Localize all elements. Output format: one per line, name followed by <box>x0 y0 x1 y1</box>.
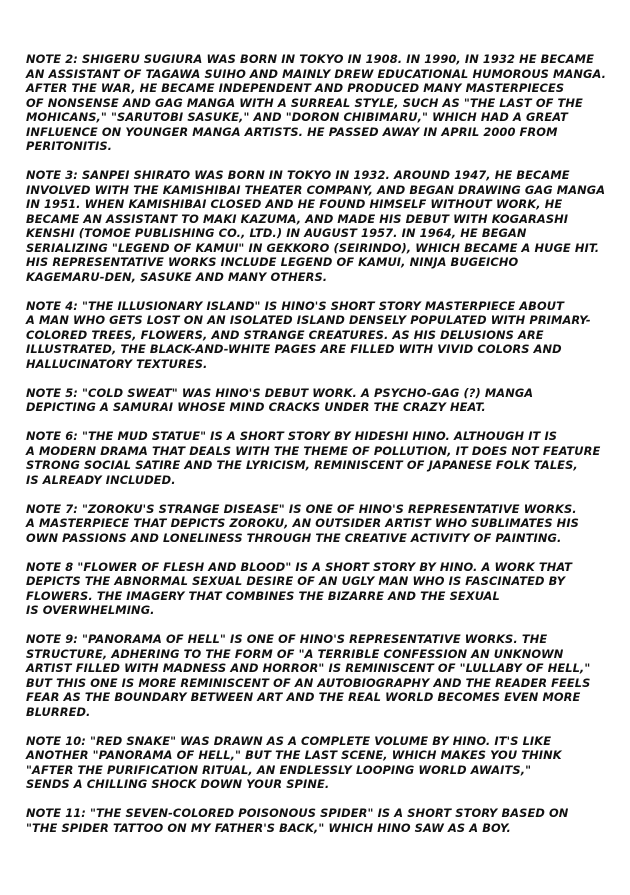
note-line: KENSHI (TOMOE PUBLISHING CO., LTD.) IN AUGUST 1957. IN 1964, HE BEGAN <box>26 226 527 240</box>
note-8 <box>26 560 612 618</box>
note-line: BUT THIS ONE IS MORE REMINISCENT OF AN AUTOBIOGRAPHY AND THE READER FEELS <box>26 675 591 690</box>
note-3 <box>26 168 612 284</box>
note-line: STRUCTURE, ADHERING TO THE FORM OF "A TERRIBLE CONFESSION AN UNKNOWN <box>26 646 564 661</box>
note-line: STRONG SOCIAL SATIRE AND THE LYRICISM, REMINISCENT OF JAPANESE FOLK TALES, <box>26 458 578 472</box>
note-line: IN 1951. WHEN KAMISHIBAI CLOSED AND HE FOUND HIMSELF WITHOUT WORK, HE <box>26 197 563 211</box>
note-11 <box>26 806 612 835</box>
note-6 <box>26 429 612 487</box>
note-line: OF NONSENSE AND GAG MANGA WITH A SURREAL STYLE, SUCH AS "THE LAST OF THE <box>26 95 583 110</box>
note-line: A MASTERPIECE THAT DEPICTS ZOROKU, AN OUTSIDER ARTIST WHO SUBLIMATES HIS <box>26 516 579 530</box>
note-line: A MAN WHO GETS LOST ON AN ISOLATED ISLAND DENSELY POPULATED WITH PRIMARY- <box>26 313 591 327</box>
note-line: INVOLVED WITH THE KAMISHIBAI THEATER COMPANY, AND BEGAN DRAWING GAG MANGA <box>26 182 606 197</box>
note-line: MOHICANS," "SARUTOBI SASUKE," AND "DORON CHIBIMARU," WHICH HAD A GREAT <box>26 110 568 124</box>
note-4 <box>26 299 612 372</box>
note-line: DEPICTING A SAMURAI WHOSE MIND CRACKS UNDER THE CRAZY HEAT. <box>26 400 486 414</box>
note-line: "THE SPIDER TATTOO ON MY FATHER'S BACK," WHICH HINO SAW AS A BOY. <box>26 820 511 835</box>
note-line: OWN PASSIONS AND LONELINESS THROUGH THE CREATIVE ACTIVITY OF PAINTING. <box>26 530 562 545</box>
note-line: NOTE 11: "THE SEVEN-COLORED POISONOUS SPIDER" IS A SHORT STORY BASED ON <box>26 806 569 820</box>
note-line: BECAME AN ASSISTANT TO MAKI KAZUMA, AND MADE HIS DEBUT WITH KOGARASHI <box>26 211 569 226</box>
note-line: HIS REPRESENTATIVE WORKS INCLUDE LEGEND OF KAMUI, NINJA BUGEICHO <box>26 255 519 269</box>
note-line: NOTE 9: "PANORAMA OF HELL" IS ONE OF HINO'S REPRESENTATIVE WORKS. THE <box>26 632 548 646</box>
note-line: ANOTHER "PANORAMA OF HELL," BUT THE LAST SCENE, WHICH MAKES YOU THINK <box>26 748 562 762</box>
note-line: FLOWERS. THE IMAGERY THAT COMBINES THE BIZARRE AND THE SEXUAL <box>26 588 500 603</box>
note-line: NOTE 2: SHIGERU SUGIURA WAS BORN IN TOKYO IN 1908. IN 1990, IN 1932 HE BECAME <box>26 52 594 66</box>
note-line: FEAR AS THE BOUNDARY BETWEEN ART AND THE REAL WORLD BECOMES EVEN MORE <box>26 690 581 704</box>
note-line: NOTE 3: SANPEI SHIRATO WAS BORN IN TOKYO IN 1932. AROUND 1947, HE BECAME <box>26 168 570 182</box>
note-5 <box>26 386 612 415</box>
note-line: NOTE 5: "COLD SWEAT" WAS HINO'S DEBUT WORK. A PSYCHO-GAG (?) MANGA <box>26 385 534 400</box>
note-line: BLURRED. <box>26 704 91 719</box>
note-line: IS OVERWHELMING. <box>26 603 155 617</box>
note-line: INFLUENCE ON YOUNGER MANGA ARTISTS. HE PASSED AWAY IN APRIL 2000 FROM <box>26 124 558 139</box>
note-line: NOTE 8 "FLOWER OF FLESH AND BLOOD" IS A SHORT STORY BY HINO. A WORK THAT <box>26 559 573 574</box>
note-line: NOTE 6: "THE MUD STATUE" IS A SHORT STORY BY HIDESHI HINO. ALTHOUGH IT IS <box>26 429 558 443</box>
note-line: DEPICTS THE ABNORMAL SEXUAL DESIRE OF AN UGLY MAN WHO IS FASCINATED BY <box>26 574 566 588</box>
note-line: PERITONITIS. <box>26 139 113 153</box>
note-line: SENDS A CHILLING SHOCK DOWN YOUR SPINE. <box>26 777 330 791</box>
note-line: ARTIST FILLED WITH MADNESS AND HORROR" IS REMINISCENT OF "LULLABY OF HELL," <box>26 661 591 675</box>
note-line: IS ALREADY INCLUDED. <box>26 472 176 487</box>
note-line: A MODERN DRAMA THAT DEALS WITH THE THEME OF POLLUTION, IT DOES NOT FEATURE <box>26 443 601 458</box>
note-line: COLORED TREES, FLOWERS, AND STRANGE CREATURES. AS HIS DELUSIONS ARE <box>26 327 544 342</box>
note-7 <box>26 502 612 546</box>
note-9 <box>26 632 612 719</box>
note-10 <box>26 734 612 792</box>
note-line: NOTE 4: "THE ILLUSIONARY ISLAND" IS HINO'S SHORT STORY MASTERPIECE ABOUT <box>26 298 564 313</box>
note-line: KAGEMARU-DEN, SASUKE AND MANY OTHERS. <box>26 269 328 284</box>
note-2 <box>26 52 612 154</box>
note-line: HALLUCINATORY TEXTURES. <box>26 356 208 371</box>
note-line: NOTE 7: "ZOROKU'S STRANGE DISEASE" IS ONE OF HINO'S REPRESENTATIVE WORKS. <box>26 501 577 516</box>
note-line: "AFTER THE PURIFICATION RITUAL, AN ENDLESSLY LOOPING WORLD AWAITS," <box>26 762 532 777</box>
notes-page <box>26 52 612 850</box>
note-line: ILLUSTRATED, THE BLACK-AND-WHITE PAGES ARE FILLED WITH VIVID COLORS AND <box>26 342 562 356</box>
note-line: NOTE 10: "RED SNAKE" WAS DRAWN AS A COMPLETE VOLUME BY HINO. IT'S LIKE <box>26 733 552 748</box>
note-line: AFTER THE WAR, HE BECAME INDEPENDENT AND PRODUCED MANY MASTERPIECES <box>26 81 565 95</box>
note-line: SERIALIZING "LEGEND OF KAMUI" IN GEKKORO (SEIRINDO), WHICH BECAME A HUGE HIT. <box>26 240 600 255</box>
note-line: AN ASSISTANT OF TAGAWA SUIHO AND MAINLY DREW EDUCATIONAL HUMOROUS MANGA. <box>26 66 607 81</box>
